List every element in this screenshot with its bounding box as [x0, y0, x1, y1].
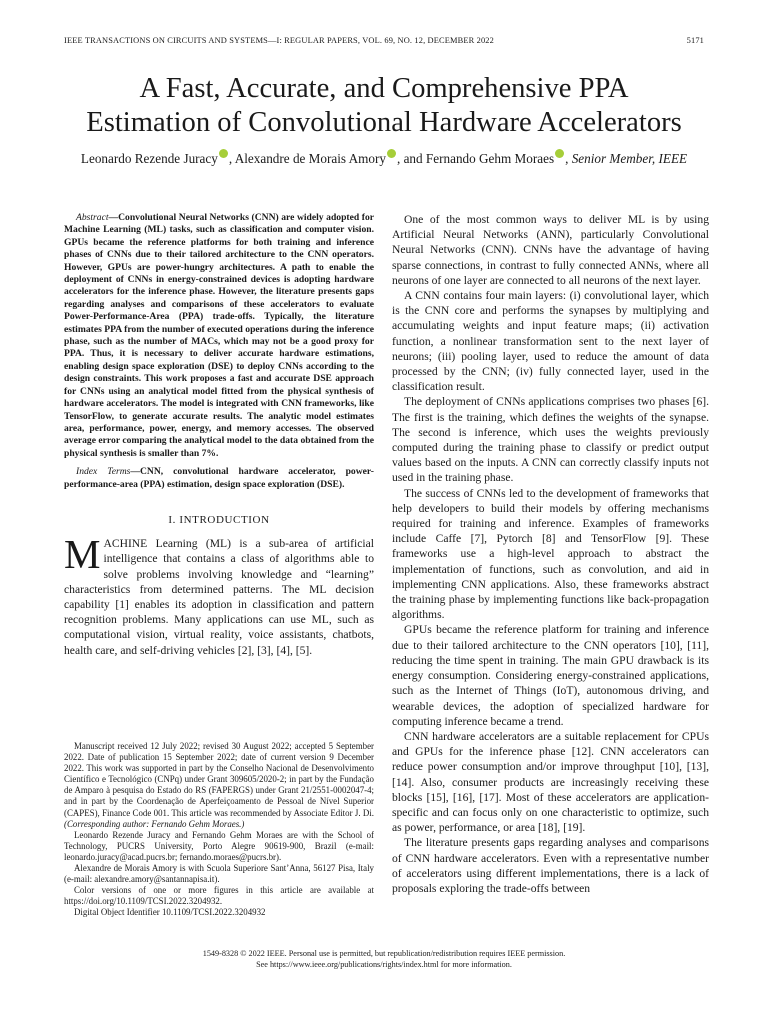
author-name: , and Fernando Gehm Moraes [396, 151, 555, 166]
intro-paragraph: MACHINE Learning (ML) is a sub-area of artificial intelligence that contains a class of algorithms able to solve problems involving knowledge and “learning” characteristics from determined patterns. The ML decision capability [1] enables its adoption in classification and pattern recognition problems. Many applications can use ML, such as computational vision, virtual reality, voice assistants, chatbots, health care, and self-driving vehicles [2], [3], [4], [5]. [64, 531, 374, 657]
body-paragraph: The success of CNNs led to the development of frameworks that help developers to build their models by offering mechanisms required for training and inference. Examples of frameworks include Caffe [7], Pytorch [8] and TensorFlow [9]. These frameworks use a high-level approach to abstract the implementation of functions, such as convolution, and aid in implementing CNN applications. Also, these frameworks abstract the training phase by implementing functions like back-propagation algorithms. [392, 486, 709, 622]
title-line-1: A Fast, Accurate, and Comprehensive PPA [139, 73, 629, 104]
body-paragraph: The literature presents gaps regarding analyses and comparisons of CNN hardware accelerators. Even with a representative number of accelerators using different implementations, there is a lack of proposals exploring the trade-offs between [392, 836, 709, 895]
orcid-icon[interactable] [219, 149, 228, 158]
index-terms-text: CNN, convolutional hardware accelerator, power-performance-area (PPA) estimation, design space exploration (DSE). [64, 466, 375, 490]
drop-cap: M [64, 531, 101, 578]
index-terms-label: Index Terms [76, 466, 131, 478]
right-column [392, 212, 709, 896]
paper-title [20, 72, 748, 140]
body-paragraph: CNN hardware accelerators are a suitable replacement for CPUs and GPUs for the inference phase [12]. CNN accelerators can reduce power consumption and/or improve throughput [10], [13], [14]. Also, consumer products are increasingly receiving these blocks [15], [16], [17]. Most of these accelerators are application-specific and can focus only on one characteristic to optimize, such as power, performance, or area [18], [19]. [392, 729, 709, 835]
footnote-affiliation: Alexandre de Morais Amory is with Scuola Superiore Sant’Anna, 56127 Pisa, Italy (e-mail: alexandre.amory@santannapisa.it). [64, 863, 374, 885]
author-name: , Alexandre de Morais Amory [228, 151, 386, 166]
rights-link[interactable]: See https://www.ieee.org/publications/rights/index.html for more information. [256, 960, 512, 969]
section-heading-introduction: I. INTRODUCTION [168, 513, 270, 526]
body-paragraph: One of the most common ways to deliver ML is by using Artificial Neural Networks (ANN), particularly Convolutional Neural Networks (CNN). CNNs have the advantage of having sparse connections, in contrast to fully connected ANNs, where all neurons of one layer are connected to all neurons of the next layer. [392, 213, 709, 287]
footnote-manuscript: Manuscript received 12 July 2022; revised 30 August 2022; accepted 5 September 2022. Date of publication 15 September 2022; date of current version 9 December 2022. This work was supported in part by the Conselho Nacional de Desenvolvimento Científico e Tecnológico (CNPq) under Grant 309605/2020-2; in part by the Fundação de Amparo à pesquisa do Estado do RS (FAPERGS) under Grant 21/2551-0002047-4; and in part by the Coordenação de Aperfeiçoamento de Pessoal de Nível Superior (CAPES), Finance Code 001. This article was recommended by Associate Editor J. Di. (Corresponding author: Fernando Gehm Moraes.) [64, 741, 374, 829]
copyright-line: 1549-8328 © 2022 IEEE. Personal use is permitted, but republication/redistribution requires IEEE permission. [202, 949, 566, 958]
abstract: Abstract—Convolutional Neural Networks (CNN) are widely adopted for Machine Learning (ML) tasks, such as classification and computer vision. GPUs became the reference platforms for both training and inference phases of CNNs due to their tailored architecture to the CNN operators. However, GPUs are power-hungry architectures. A path to enable the deployment of CNNs in energy-constrained devices is adopting hardware accelerators for the inference phase. However, the literature presents gaps regarding analyses and comparisons of these accelerators to evaluate Power-Performance-Area (PPA) trade-offs. Typically, the literature estimates PPA from the number of executed operations during the inference phase, such as the number of MACs, which may not be a good proxy for PPA. Thus, it is necessary to deliver accurate hardware estimations, enabling design space exploration (DSE) to deploy CNNs according to the design constraints. This work proposes a fast and accurate DSE approach for CNNs using an analytical model fitted from the physical synthesis of hardware accelerators. The model is integrated with CNN frameworks, like TensorFlow, to generate accurate results. The analytic model estimates area, performance, power, energy, and memory accesses. The observed average error comparing the analytical model to the data obtained from the physical synthesis is smaller than 7%. [64, 212, 374, 459]
body-paragraph: The deployment of CNNs applications comprises two phases [6]. The first is the training, which defines the weights of the synapse. The second is inference, which uses the weights previously computed during the training phase to classify or predict output values based on the inputs. A CNN can correctly classify inputs not used in the training phase. [392, 395, 709, 485]
abstract-text: Convolutional Neural Networks (CNN) are widely adopted for Machine Learning (ML) tasks, such as classification and computer vision. GPUs became the reference platforms for both training and inference phases of CNNs due to their tailored architecture to the CNN operators. However, GPUs are power-hungry architectures. A path to enable the deployment of CNNs in energy-constrained devices is adopting hardware accelerators for the inference phase. However, the literature presents gaps regarding analyses and comparisons of these accelerators to evaluate Power-Performance-Area (PPA) trade-offs. Typically, the literature estimates PPA from the number of executed operations during the inference phase, such as the number of MACs, which may not be a good proxy for PPA. Thus, it is necessary to deliver accurate hardware estimations, enabling design space exploration (DSE) to deploy CNNs according to the design constraints. This work proposes a fast and accurate DSE approach for CNNs using an analytical model fitted from the physical synthesis of hardware accelerators. The model is integrated with CNN frameworks, like TensorFlow, to generate accurate results. The analytic model estimates area, performance, power, energy, and memory accesses. The observed average error comparing the analytical model to the data obtained from the physical synthesis is smaller than 7%. [64, 212, 374, 459]
footnote-color: Color versions of one or more figures in this article are available at https://doi.org/10.1109/TCSI.2022.3204932. [64, 885, 374, 907]
index-terms: Index Terms—CNN, convolutional hardware accelerator, power-performance-area (PPA) estimation, design space exploration (DSE). [64, 466, 375, 490]
copyright-notice [64, 948, 704, 970]
footnote-doi: Digital Object Identifier 10.1109/TCSI.2022.3204932 [74, 907, 266, 918]
abstract-label: Abstract [76, 212, 109, 223]
page-number: 5171 [686, 36, 704, 45]
author-membership: Senior Member, IEEE [571, 151, 688, 166]
journal-name: IEEE TRANSACTIONS ON CIRCUITS AND SYSTEMS—I: REGULAR PAPERS, VOL. 69, NO. 12, DECEMBER 2022 [64, 36, 494, 45]
footnote-affiliation: Leonardo Rezende Juracy and Fernando Gehm Moraes are with the School of Technology, PUCRS University, Porto Alegre 90619-900, Brazil (e-mail: leonardo.juracy@acad.pucrs.br; fernando.moraes@pucrs.br). [64, 829, 374, 862]
author-list: Leonardo Rezende Juracy , Alexandre de Morais Amory , and Fernando Gehm Moraes , Senior Member, IEEE [80, 151, 688, 166]
orcid-icon[interactable] [555, 149, 564, 158]
footnotes [64, 741, 374, 919]
body-paragraph: GPUs became the reference platform for training and inference due to their tailored architecture to the CNN operators [10], [11], reducing the time spent in training. The main GPU drawback is its energy consumption. Considering energy-constrained applications, such as the Internet of Things (IoT), autonomous driving, and wearable devices, the adoption of specialized hardware for computing inference became a trend. [392, 623, 709, 728]
title-line-2: Estimation of Convolutional Hardware Accelerators [86, 107, 682, 138]
orcid-icon[interactable] [387, 149, 396, 158]
corresponding-author: (Corresponding author: Fernando Gehm Moraes.) [64, 818, 245, 829]
body-paragraph: A CNN contains four main layers: (i) convolutional layer, which is the CNN core and performs the synapses by multiplying and accumulating weights and input feature maps; (ii) activation function, a nonlinear transformation sent to the next layer of neurons; (iii) pooling layer, used to reduce the amount of data processed by the CNN; (iv) fully connected layer, used in the classification result. [392, 289, 709, 394]
author-name: Leonardo Rezende Juracy [80, 151, 218, 166]
left-column [64, 212, 374, 658]
